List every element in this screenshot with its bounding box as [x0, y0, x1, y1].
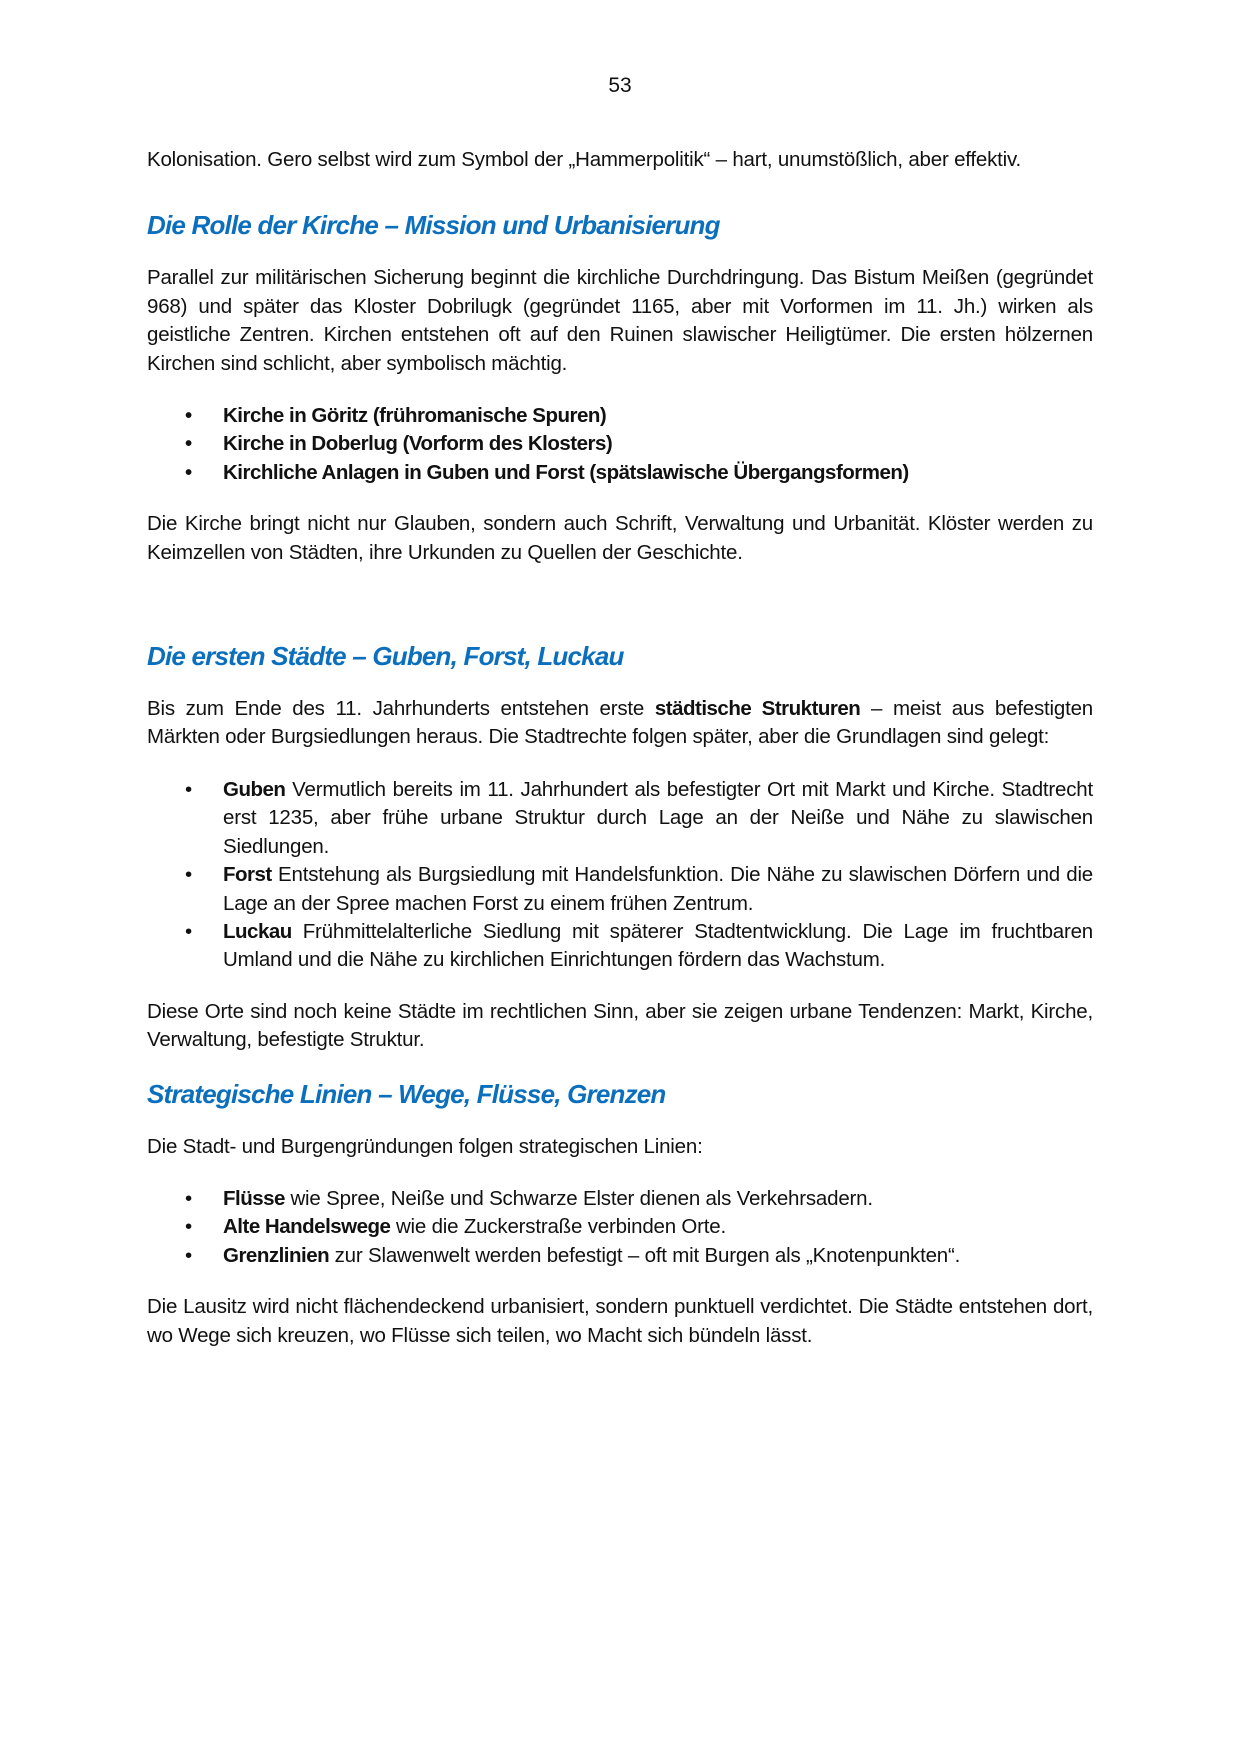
list-item: • Forst Entstehung als Burgsiedlung mit Handelsfunktion. Die Nähe zu slawischen Dörfern und die Lage an der Spree machen Forst zu einem frühen Zentrum. — [185, 863, 1093, 915]
linien-list — [147, 1185, 1093, 1270]
section-heading-kirche: Die Rolle der Kirche – Mission und Urbanisierung — [147, 210, 720, 241]
kirche-paragraph-1: Parallel zur militärischen Sicherung beginnt die kirchliche Durchdringung. Das Bistum Meißen (gegründet 968) und später das Kloster Dobrilugk (gegründet 1165, aber mit Vorformen im 11. Jh.) wirken als geistliche Zentren. Kirchen entstehen oft auf den Ruinen slawischer Heiligtümer. Die ersten hölzernen Kirchen sind schlicht, aber symbolisch mächtig. — [147, 266, 1093, 375]
list-item: • Kirche in Doberlug (Vorform des Klosters) — [147, 430, 1093, 458]
page-content — [147, 146, 1093, 1350]
bullet-icon: • — [185, 1243, 192, 1267]
section-heading-strategische-linien: Strategische Linien – Wege, Flüsse, Grenzen — [147, 1078, 666, 1109]
bullet-icon: • — [185, 460, 192, 484]
section-heading-staedte: Die ersten Städte – Guben, Forst, Luckau — [147, 641, 624, 672]
bullet-icon: • — [185, 432, 192, 456]
bullet-icon: • — [185, 863, 192, 887]
bullet-icon: • — [185, 1186, 192, 1210]
bullet-icon: • — [185, 404, 192, 428]
list-item: • Luckau Frühmittelalterliche Siedlung mit späterer Stadtentwicklung. Die Lage im fruchtbaren Umland und die Nähe zu kirchlichen Einrichtungen fördern das Wachstum. — [185, 919, 1093, 972]
kirche-list — [147, 402, 1093, 487]
list-item: • Flüsse wie Spree, Neiße und Schwarze Elster dienen als Verkehrsadern. — [147, 1185, 1093, 1213]
bullet-icon: • — [185, 1215, 192, 1239]
linien-paragraph-1: Die Stadt- und Burgengründungen folgen strategischen Linien: — [147, 1134, 703, 1158]
intro-paragraph: Kolonisation. Gero selbst wird zum Symbol der „Hammerpolitik“ – hart, unumstößlich, aber effektiv. — [147, 148, 1022, 171]
page-number: 53 — [608, 74, 632, 97]
list-item: • Kirche in Göritz (frühromanische Spuren) — [147, 402, 1093, 430]
bullet-icon: • — [185, 777, 192, 801]
kirche-paragraph-2: Die Kirche bringt nicht nur Glauben, sondern auch Schrift, Verwaltung und Urbanität. Klöster werden zu Keimzellen von Städten, ihre Urkunden zu Quellen der Geschichte. — [147, 512, 1093, 564]
list-item: • Grenzlinien zur Slawenwelt werden befestigt – oft mit Burgen als „Knotenpunkten“. — [147, 1242, 1093, 1270]
list-item: • Alte Handelswege wie die Zuckerstraße verbinden Orte. — [147, 1213, 1093, 1241]
list-item: • Guben Vermutlich bereits im 11. Jahrhundert als befestigter Ort mit Markt und Kirche. Stadtrecht erst 1235, aber frühe urbane Struktur durch Lage an der Neiße und Nähe zu slawischen Siedlungen. — [185, 777, 1093, 858]
staedte-list — [147, 776, 1093, 975]
staedte-paragraph-1: Bis zum Ende des 11. Jahrhunderts entstehen erste städtische Strukturen – meist aus befestigten Märkten oder Burgsiedlungen heraus. Die Stadtrechte folgen später, aber die Grundlagen sind gelegt: — [147, 697, 1093, 749]
linien-paragraph-2: Die Lausitz wird nicht flächendeckend urbanisiert, sondern punktuell verdichtet. Die Städte entstehen dort, wo Wege sich kreuzen, wo Flüsse sich teilen, wo Macht sich bündeln lässt. — [147, 1295, 1093, 1347]
list-item: • Kirchliche Anlagen in Guben und Forst (spätslawische Übergangsformen) — [147, 459, 1093, 487]
bullet-icon: • — [185, 919, 192, 943]
staedte-paragraph-2: Diese Orte sind noch keine Städte im rechtlichen Sinn, aber sie zeigen urbane Tendenzen: Markt, Kirche, Verwaltung, befestigte Struktur. — [147, 999, 1093, 1052]
